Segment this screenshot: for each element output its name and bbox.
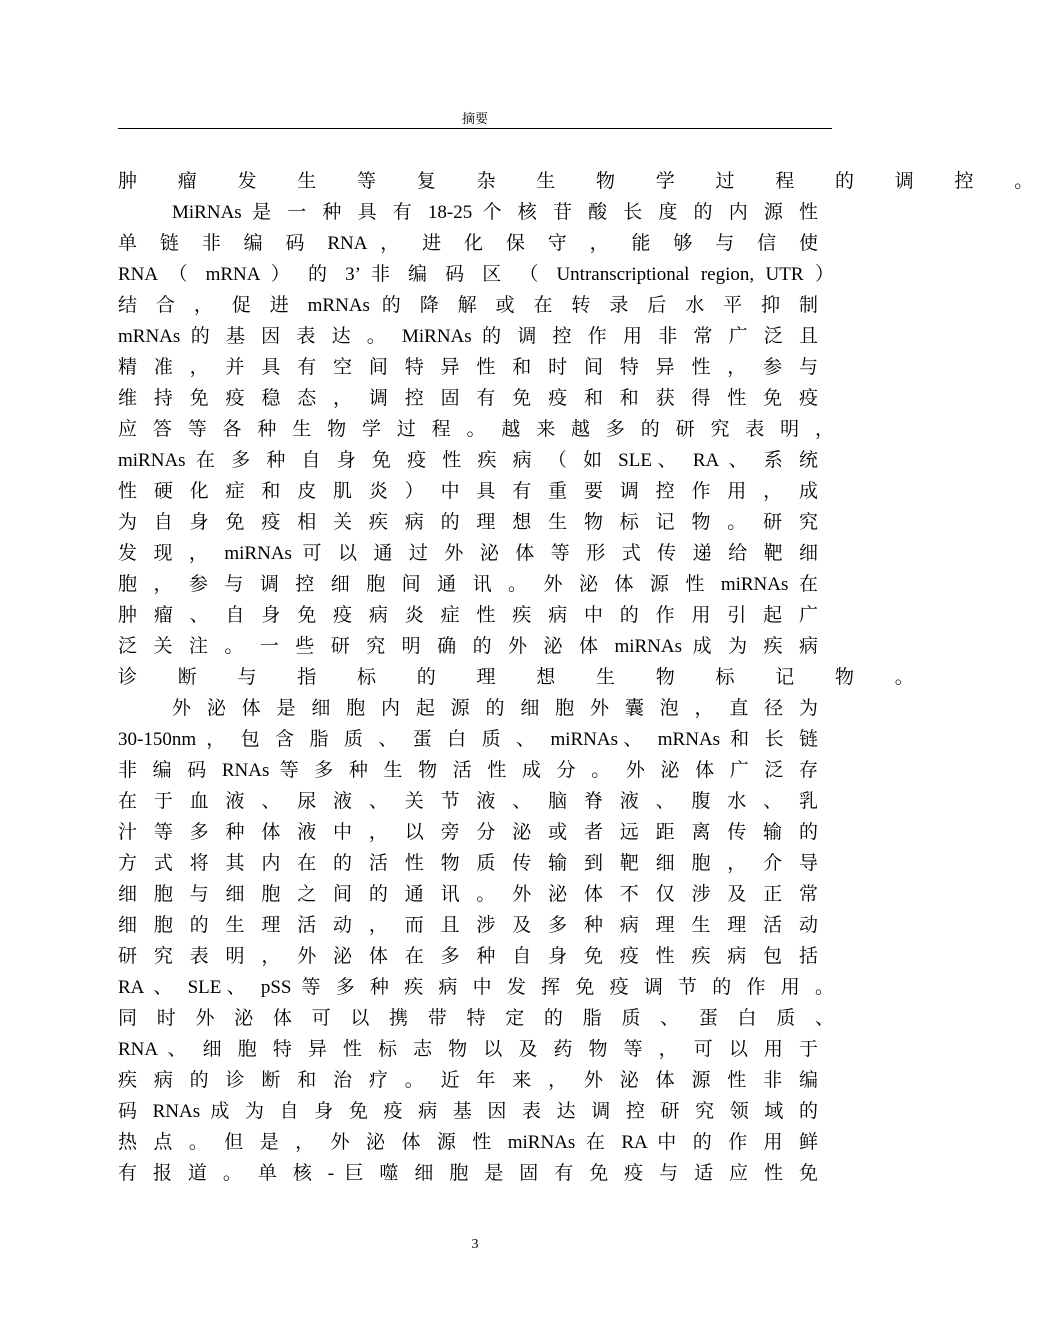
text-line: 研 究 表 明 ， 外 泌 体 在 多 种 自 身 免 疫 性 疾 病 包 括 [118, 946, 818, 967]
body-text [118, 166, 1051, 1189]
text-line: RNA （ mRNA ） 的 3’ 非 编 码 区 （ Untranscriptional region, UTR ） [118, 264, 834, 285]
text-line: 精 准 ， 并 具 有 空 间 特 异 性 和 时 间 特 异 性 ， 参 与 [118, 357, 818, 378]
text-line: 有 报 道 。 单 核 - 巨 噬 细 胞 是 固 有 免 疫 与 适 应 性 免 [118, 1163, 818, 1184]
text-line: RNA 、 细 胞 特 异 性 标 志 物 以 及 药 物 等 ， 可 以 用 于 [118, 1039, 818, 1060]
text-line: 泛 关 注 。 一 些 研 究 明 确 的 外 泌 体 miRNAs 成 为 疾 病 [118, 636, 818, 657]
text-line: MiRNAs 是 一 种 具 有 18-25 个 核 苷 酸 长 度 的 内 源 性 [172, 202, 818, 223]
text-line: 诊 断 与 指 标 的 理 想 生 物 标 记 物 。 [118, 667, 932, 688]
text-line: 在 于 血 液 、 尿 液 、 关 节 液 、 脑 脊 液 、 腹 水 、 乳 [118, 791, 818, 812]
text-line: 为 自 身 免 疫 相 关 疾 病 的 理 想 生 物 标 记 物 。 研 究 [118, 512, 818, 533]
text-line: 码 RNAs 成 为 自 身 免 疫 病 基 因 表 达 调 控 研 究 领 域 的 [118, 1101, 818, 1122]
text-line: 单 链 非 编 码 RNA ， 进 化 保 守 ， 能 够 与 信 使 [118, 233, 818, 254]
text-line: 肿 瘤 发 生 等 复 杂 生 物 学 过 程 的 调 控 。 [118, 171, 1051, 192]
text-line: 结 合 ， 促 进 mRNAs 的 降 解 或 在 转 录 后 水 平 抑 制 [118, 295, 818, 316]
page-number: 3 [471, 1237, 479, 1252]
text-line: 应 答 等 各 种 生 物 学 过 程 。 越 来 越 多 的 研 究 表 明 ， [118, 419, 834, 440]
text-line: miRNAs 在 多 种 自 身 免 疫 性 疾 病 （ 如 SLE、 RA 、 系 统 [118, 450, 818, 471]
text-line: 细 胞 的 生 理 活 动 ， 而 且 涉 及 多 种 病 理 生 理 活 动 [118, 915, 818, 936]
text-line: 30-150nm ， 包 含 脂 质 、 蛋 白 质 、 miRNAs、 mRNAs 和 长 链 [118, 729, 818, 750]
text-line: 细 胞 与 细 胞 之 间 的 通 讯 。 外 泌 体 不 仅 涉 及 正 常 [118, 884, 818, 905]
text-line: 疾 病 的 诊 断 和 治 疗 。 近 年 来 ， 外 泌 体 源 性 非 编 [118, 1070, 818, 1091]
text-line: 同 时 外 泌 体 可 以 携 带 特 定 的 脂 质 、 蛋 白 质 、 [118, 1008, 834, 1029]
text-line: 肿 瘤 、 自 身 免 疫 病 炎 症 性 疾 病 中 的 作 用 引 起 广 [118, 605, 818, 626]
text-line: 胞 ， 参 与 调 控 细 胞 间 通 讯 。 外 泌 体 源 性 miRNAs 在 [118, 574, 818, 595]
text-line: 非 编 码 RNAs 等 多 种 生 物 活 性 成 分 。 外 泌 体 广 泛 存 [118, 760, 818, 781]
text-line: RA 、 SLE、 pSS 等 多 种 疾 病 中 发 挥 免 疫 调 节 的 作 用 。 [118, 977, 834, 998]
text-line: mRNAs 的 基 因 表 达 。 MiRNAs 的 调 控 作 用 非 常 广 泛 且 [118, 326, 818, 347]
running-header: 摘要 [461, 111, 488, 126]
header-divider [118, 128, 832, 129]
text-line: 方 式 将 其 内 在 的 活 性 物 质 传 输 到 靶 细 胞 ， 介 导 [118, 853, 818, 874]
text-line: 外 泌 体 是 细 胞 内 起 源 的 细 胞 外 囊 泡 ， 直 径 为 [172, 698, 818, 719]
text-line: 发 现 ， miRNAs 可 以 通 过 外 泌 体 等 形 式 传 递 给 靶 细 [118, 543, 818, 564]
text-line: 维 持 免 疫 稳 态 ， 调 控 固 有 免 疫 和 和 获 得 性 免 疫 [118, 388, 818, 409]
text-line: 汁 等 多 种 体 液 中 ， 以 旁 分 泌 或 者 远 距 离 传 输 的 [118, 822, 818, 843]
text-line: 性 硬 化 症 和 皮 肌 炎 ） 中 具 有 重 要 调 控 作 用 ， 成 [118, 481, 818, 502]
text-line: 热 点 。 但 是 ， 外 泌 体 源 性 miRNAs 在 RA 中 的 作 用 鲜 [118, 1132, 818, 1153]
